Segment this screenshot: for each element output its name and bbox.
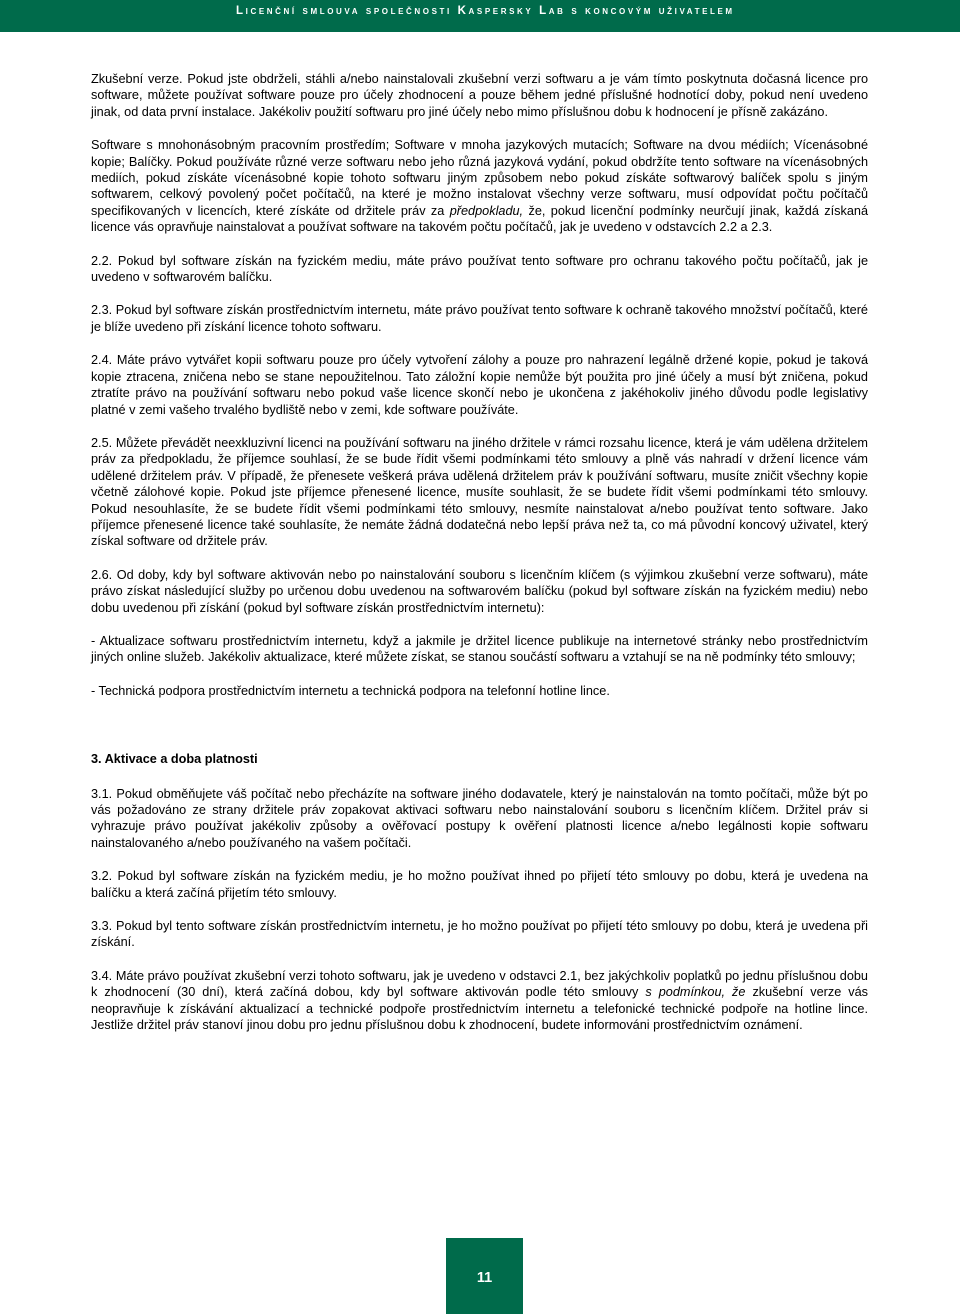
paragraph-2-2: 2.2. Pokud byl software získán na fyzickém mediu, máte právo používat tento software pro ochranu takového počtu počítačů, jak je uvedeno v softwarovém balíčku. [91,253,868,285]
bullet-support: - Technická podpora prostřednictvím internetu a technická podpora na telefonní hotline lince. [91,683,610,698]
section-spacer [91,699,868,751]
document-title: Licenční smlouva společnosti Kaspersky Lab s koncovým uživatelem [236,5,735,17]
page-number: 11 [446,1238,523,1314]
header-bar [0,0,960,32]
paragraph-multiple-italic: předpokladu, [449,203,524,218]
paragraph-trial: Zkušební verze. Pokud jste obdrželi, stáhli a/nebo nainstalovali zkušební verzi softwaru a je vám tímto poskytnuta dočasná licence pro software, můžete používat software pouze pro účely zhodnocení a pouze během jedné příslušné hodnotící doby, pokud není uvedeno jinak, od data první instalace. Jakékoliv použití softwaru pro jiné účely nebo mimo příslušnou dobu k hodnocení je přísně zakázáno. [91,72,868,119]
section-3-heading: 3. Aktivace a doba platnosti [91,752,258,767]
paragraph-multiple-environments [91,137,868,235]
paragraph-3-1: 3.1. Pokud obměňujete váš počítač nebo přecházíte na software jiného dodavatele, který je nainstalován na tomto počítači, může být po vás požadováno ze strany držitele práv zopakovat aktivaci softwaru nebo nainstalování souboru s licenčním klíčem. Držitel práv si vyhrazuje právo používat jakékoliv způsoby a ověřovací postupy k ověření platnosti licence a/nebo legálnosti kopie softwaru nainstalovaného a/nebo používaného na vašem počítači. [91,786,868,850]
bullet-updates: - Aktualizace softwaru prostřednictvím internetu, když a jakmile je držitel licence publikuje na internetové stránky nebo prostřednictvím jiných online služeb. Jakékoliv aktualizace, které můžete získat, se stanou součástí softwaru a vztahují se na ně podmínky této smlouvy; [91,633,868,665]
paragraph-2-5: 2.5. Můžete převádět neexkluzivní licenci na používání softwaru na jiného držitele v rámci rozsahu licence, která je vám udělena držitelem práv za předpokladu, že příjemce souhlasí, že se bude řídit všemi podmínkami této smlouvy a plně vás nahradí v držení licence vám udělené držitelem práv. V případě, že přenesete veškerá práva udělená držitelem práv k používání softwaru, musíte zničit všechny kopie včetně zálohové kopie. Pokud jste příjemce přenesené licence, musíte souhlasit, že se budete řídit všemi podmínkami této smlouvy. Pokud nesouhlasíte, že se budete řídit všemi podmínkami této smlouvy, nesmíte nainstalovat a/nebo používat tento software. Jako příjemce přenesené licence také souhlasíte, že nemáte žádná dodatečná nebo lepší práva než ta, co má původní koncový uživatel, který získal software od držitele práv. [91,435,868,549]
paragraph-multiple-text-b: že, pokud licenční podmínky neurčují jinak, každá získaná licence vás opravňuje nainstalovat a používat software na takovém počtu počítačů, jak je uvedeno v odstavcích 2.2 a 2.3. [91,203,868,235]
paragraph-3-4 [91,968,868,1034]
paragraph-3-4-italic: s podmínkou, že [645,985,746,1000]
paragraph-3-4-text-b: zkušební verze vás neopravňuje k získávání aktualizací a technické podpoře prostřednictvím internetu a telefonické technické podpoře na hotline lince. Jestliže držitel práv stanoví jinou dobu pro jednu příslušnou dobu k zhodnocení, budete informováni prostřednictvím oznámení. [91,985,869,1033]
paragraph-2-6: 2.6. Od doby, kdy byl software aktivován nebo po nainstalování souboru s licenčním klíčem (s výjimkou zkušební verze softwaru), máte právo získat následující služby po určenou dobu uvedenou na softwarovém balíčku (pokud byl software získán na fyzickém mediu) nebo dobu uvedenou při získání (pokud byl software získán prostřednictvím internetu): [91,567,868,615]
paragraph-3-4-text-a: 3.4. Máte právo používat zkušební verzi tohoto softwaru, jak je uvedeno v odstavci 2.1, bez jakýchkoliv poplatků po jednu příslušnou dobu k zhodnocení (30 dní), která začíná dobou, kdy byl software aktivován podle této smlouvy [91,968,868,1000]
paragraph-2-4: 2.4. Máte právo vytvářet kopii softwaru pouze pro účely vytvoření zálohy a pouze pro nahrazení legálně držené kopie, pokud je taková kopie ztracena, zničena nebo se stane nepoužitelnou. Tato záložní kopie nemůže být použita pro jiné účely a musí být zničena, pokud ztratíte právo na používání softwaru nebo pokud vaše licence skončí nebo je ukončena z jakéhokoliv jiného důvodu podle legislativy platné v zemi vašeho trvalého bydliště nebo v zemi, kde software používáte. [91,353,868,417]
paragraph-3-3: 3.3. Pokud byl tento software získán prostřednictvím internetu, je ho možno používat po přijetí této smlouvy po dobu, která je uvedena při získání. [91,919,868,950]
document-body [91,71,868,1050]
paragraph-multiple-text-a: Software s mnohonásobným pracovním prostředím; Software v mnoha jazykových mutacích; Software na dvou médiích; Vícenásobné kopie; Balíčky. Pokud používáte různé verze softwaru nebo jeho různá jazyková vydání, pokud obdržíte tento software na vícenásobných mediích, pokud získáte vícenásobné kopie tohoto softwaru jiným způsobem nebo pokud získáte softwarový balíček spolu s jiným softwarem, celkový povolený počet počítačů, na které je možno instalovat všechny verze softwaru, musí odpovídat počtu počítačů specifikovaných v licencích, které získáte od držitele práv za [91,138,868,218]
paragraph-2-3: 2.3. Pokud byl software získán prostřednictvím internetu, máte právo používat tento software k ochraně takového množství počítačů, které je blíže uvedeno při získání licence tohoto softwaru. [91,303,868,334]
paragraph-3-2: 3.2. Pokud byl software získán na fyzickém mediu, je ho možno používat ihned po přijetí této smlouvy po dobu, která je uvedena na balíčku a která začíná přijetím této smlouvy. [91,869,868,900]
